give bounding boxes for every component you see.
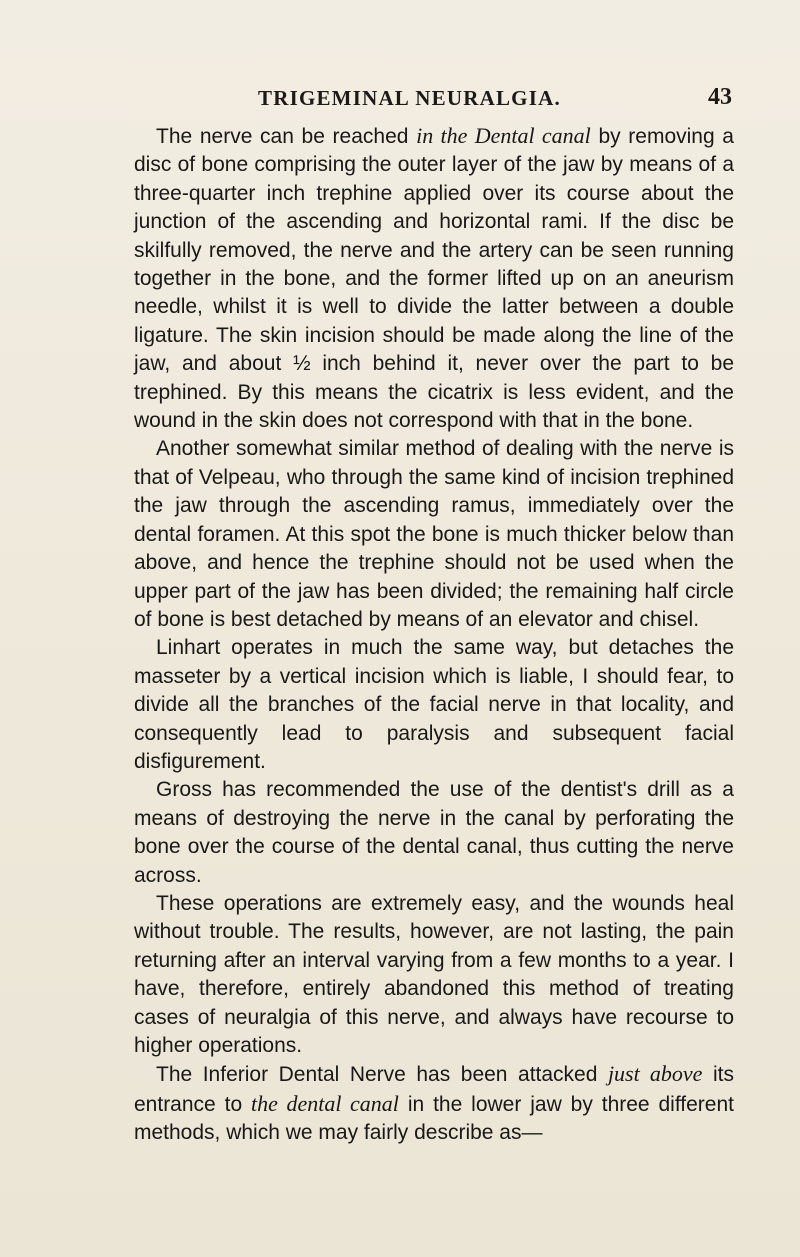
paragraph-6-text-b: its entrance to	[134, 1063, 734, 1116]
paragraph-4: Gross has recommended the use of the dentist's drill as a means of destroying the nerve in the canal by perforating the bone over the course of the dental canal, thus cutting the nerve across.	[134, 778, 734, 887]
paragraph-6-text-a: The Inferior Dental Nerve has been attacked	[156, 1063, 608, 1087]
paragraph-1-text-a: The nerve can be reached	[156, 125, 417, 148]
paragraph-6-text-c: in the lower jaw by three different methods, which we may fairly describe as—	[134, 1092, 734, 1145]
running-head: TRIGEMINAL NEURALGIA.	[258, 86, 561, 110]
paragraph-3: Linhart operates in much the same way, but detaches the masseter by a vertical incision which is liable, I should fear, to divide all the branches of the facial nerve in that locality, and consequently lead to paralysis and subsequent facial disfigurement.	[134, 636, 734, 773]
paragraph-6-italic-just-above: just above	[607, 1061, 703, 1087]
paragraph-6	[134, 1060, 734, 1147]
paragraph-2: Another somewhat similar method of dealing with the nerve is that of Velpeau, who through the same kind of incision trephined the jaw through the ascending ramus, immediately over the dental foramen. At this spot the bone is much thicker below than above, and hence the trephine should not be used when the upper part of the jaw has been divided; the remaining half circle of bone is best detached by means of an elevator and chisel.	[134, 437, 734, 631]
paragraph-5: These operations are extremely easy, and the wounds heal without trouble. The results, however, are not lasting, the pain returning after an interval varying from a few months to a year. I have, therefore, entirely abandoned this method of treating cases of neuralgia of this nerve, and always have recourse to higher operations.	[134, 891, 734, 1057]
paragraph-1	[134, 122, 734, 435]
page-header	[132, 84, 732, 114]
body-text	[134, 122, 734, 1148]
page-number: 43	[708, 84, 732, 110]
paragraph-1-italic-dental-canal: in the Dental canal	[416, 123, 591, 148]
paragraph-1-text-b: by removing a disc of bone comprising the outer layer of the jaw by means of a three-quarter inch trephine applied over its course about the junction of the ascending and horizontal rami. If the disc be skilfully removed, the nerve and the artery can be seen running together in the bone, and the former lifted up on an aneurism needle, whilst it is well to divide the latter between a double ligature. The skin incision should be made along the line of the jaw, and about ½ inch behind it, never over the part to be trephined. By this means the cicatrix is less evident, and the wound in the skin does not correspond with that in the bone.	[134, 125, 734, 433]
paragraph-6-italic-dental-canal: the dental canal	[251, 1090, 399, 1116]
